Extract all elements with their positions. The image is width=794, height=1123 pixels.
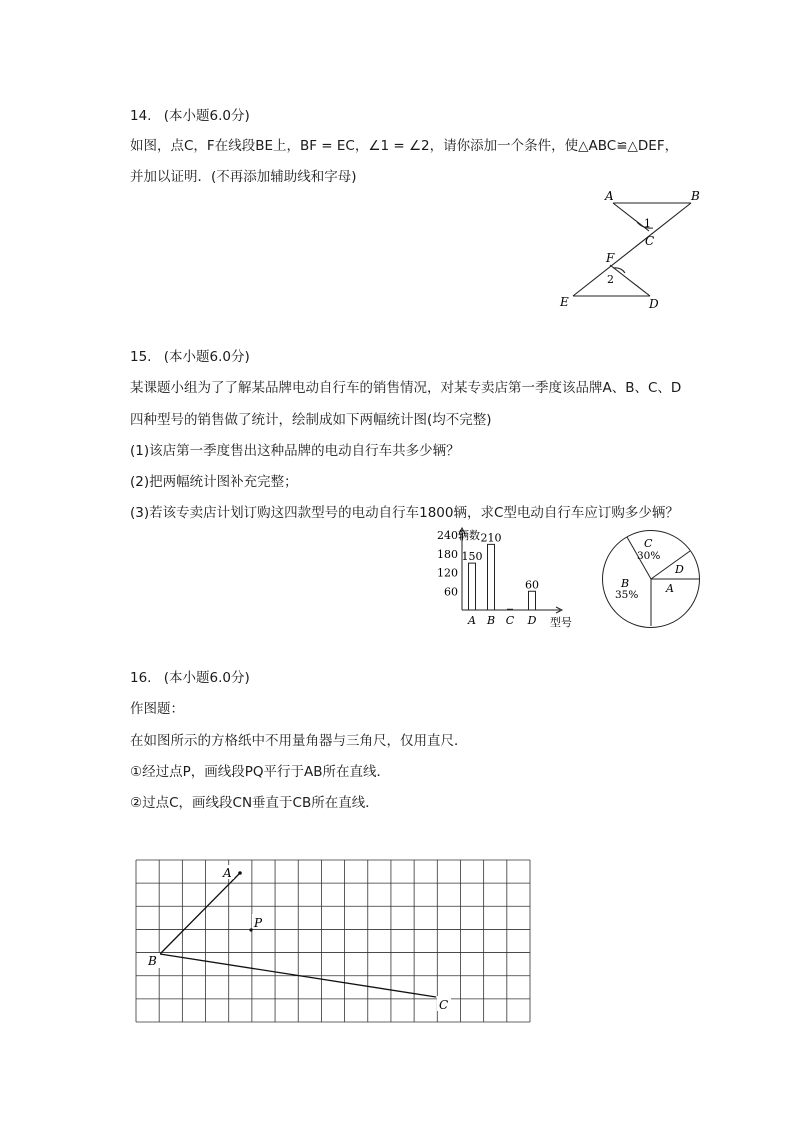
x-tick-label-C: C [505,614,515,627]
label-D: D [649,297,659,311]
q15-number: 15. [130,349,152,365]
bar-chart [420,520,585,635]
q16-text-line2: 在如图所示的方格纸中不用量角器与三角尺，仅用直尺． [130,733,468,749]
q14-number: 14. [130,108,152,124]
label-B: B [148,954,157,968]
label-angle-1: 1 [644,217,651,230]
q16-text-line4: ②过点C，画线段CN垂直于CB所在直线． [130,795,379,811]
label-E: E [560,295,569,309]
q15-question-3: (3)若该专卖店计划订购这四款型号的电动自行车1800辆，求C型电动自行车应订购多少辆？ [130,505,679,521]
q15-question-1: (1)该店第一季度售出这种品牌的电动自行车共多少辆？ [130,443,460,459]
x-tick-label-D: D [527,614,537,627]
q16-text-line1: 作图题： [130,701,184,717]
q14-text-line1: 如图，点C，F在线段BE上，BF = EC，∠1 = ∠2，请你添加一个条件，使△ABC≌△DEF， [130,138,679,154]
q14-text-line2: 并加以证明．(不再添加辅助线和字母) [130,169,357,185]
label-B: B [691,189,700,203]
x-tick-label-B: B [486,614,496,627]
label-A: A [223,866,232,880]
bar-B [488,544,495,610]
pie-slice-label-A: A [666,582,674,595]
q16-number: 16. [130,670,152,686]
point-A [238,871,242,875]
q16-text-line3: ①经过点P，画线段PQ平行于AB所在直线． [130,764,391,780]
segment-AB [160,873,240,954]
y-tick-label: 60 [444,585,458,599]
bar-A [469,563,476,610]
x-tick-label-A: A [468,614,476,627]
q15-text-line1: 某课题小组为了了解某品牌电动自行车的销售情况，对某专卖店第一季度该品牌A、B、C、D [130,380,682,396]
bar-value-label-B: 210 [480,531,502,545]
segment-FD [610,265,650,296]
pie-slice-label-B: B [621,577,630,590]
q15-question-2: (2)把两幅统计图补充完整； [130,474,298,490]
y-tick-label: 240 [437,529,458,542]
pie-chart [600,528,702,630]
q16-header [130,666,250,686]
pie-slice-label-C: C [644,537,653,550]
label-A: A [605,189,614,203]
bar-value-label-A: 150 [461,550,483,564]
q14-header [130,104,250,124]
pie-slice-percent-C: 30% [637,550,661,562]
q15-text-line2: 四种型号的销售做了统计，绘制成如下两幅统计图(均不完整) [130,412,492,428]
q15-header [130,345,250,365]
bar-value-label-D: 60 [525,578,539,592]
label-P: P [254,916,263,930]
y-axis-label: 辆数 [458,529,480,542]
pie-slice-label-D: D [675,563,684,576]
q16-score: (本小题6.0分) [163,670,250,686]
q14-score: (本小题6.0分) [163,108,250,124]
label-C: C [439,998,449,1012]
label-F: F [606,251,615,265]
point-P [249,928,252,931]
y-tick-label: 120 [437,566,458,580]
y-tick-label: 180 [437,547,458,561]
q14-figure [555,185,705,310]
grid-figure [130,852,540,1032]
label-C: C [645,234,655,248]
q15-score: (本小题6.0分) [163,349,250,365]
label-angle-2: 2 [607,273,614,286]
pie-slice-percent-B: 35% [615,589,639,601]
bar-D [529,591,536,610]
x-axis-label: 型号 [550,616,572,629]
